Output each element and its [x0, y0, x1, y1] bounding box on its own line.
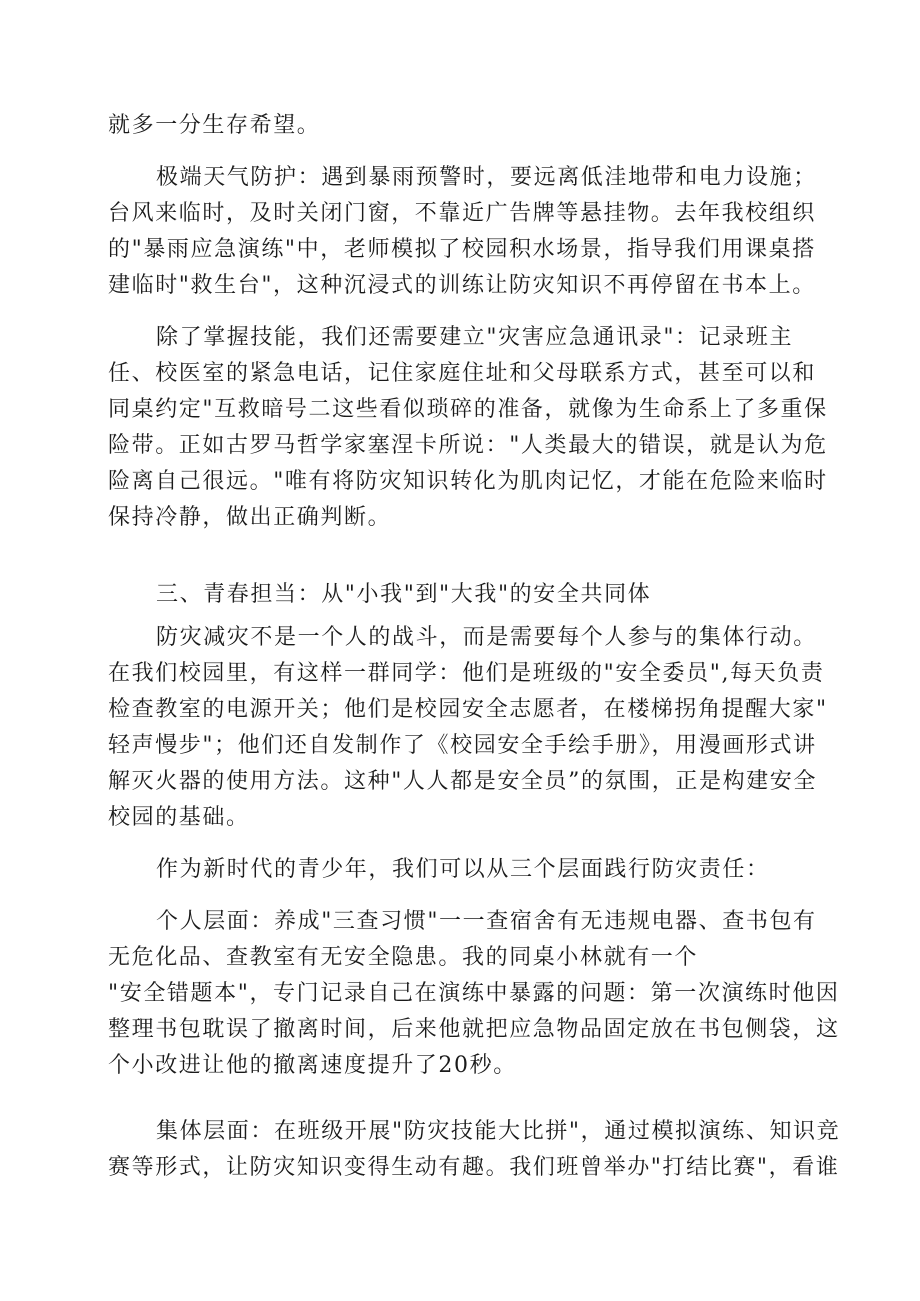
- text-line: 除了掌握技能，我们还需要建立"灾害应急通讯录"：记录班主: [156, 325, 794, 350]
- text-line: "安全错题本"，专门记录自己在演练中暴露的问题：第一次演练时他因: [108, 981, 840, 1006]
- text-line: 同桌约定"互救暗号二这些看似琐碎的准备，就像为生命系上了多重保: [108, 397, 828, 422]
- section-heading: 三、青春担当：从"小我"到"大我"的安全共同体: [156, 582, 652, 607]
- text-line: 赛等形式，让防灾知识变得生动有趣。我们班曾举办"打结比赛"，看谁: [108, 1155, 840, 1180]
- text-line: 校园的基础。: [108, 805, 250, 830]
- text-line: 解灭火器的使用方法。这种"人人都是安全员”的氛围，正是构建安全: [108, 769, 817, 794]
- text-line: 无危化品、查教室有无安全隐患。我的同桌小林就有一个: [108, 945, 699, 970]
- text-line: 险带。正如古罗马哲学家塞涅卡所说："人类最大的错误，就是认为危: [108, 433, 828, 458]
- text-line: 建临时"救生台"，这种沉浸式的训练让防灾知识不再停留在书本上。: [108, 273, 816, 298]
- text-line: 个人层面：养成"三查习惯"一一查宿舍有无违规电器、查书包有: [156, 909, 817, 934]
- text-line: 险离自己很远。"唯有将防灾知识转化为肌肉记忆，才能在危险来临时: [108, 469, 828, 494]
- text-line: 个小改进让他的撤离速度提升了20秒。: [108, 1053, 517, 1078]
- text-line: 的"暴雨应急演练"中，老师模拟了校园积水场景，指导我们用课桌搭: [108, 237, 816, 262]
- text-line: 整理书包耽误了撤离时间，后来他就把应急物品固定放在书包侧袋，这: [108, 1017, 840, 1042]
- text-line: 极端天气防护：遇到暴雨预警时，要远离低洼地带和电力设施；: [156, 165, 817, 190]
- text-line: 在我们校园里，有这样一群同学：他们是班级的"安全委员",每天负责: [108, 661, 825, 686]
- text-line: 任、校医室的紧急电话，记住家庭住址和父母联系方式，甚至可以和: [108, 361, 817, 386]
- text-line: 防灾减灾不是一个人的战斗，而是需要每个人参与的集体行动。: [156, 625, 817, 650]
- text-line: 作为新时代的青少年，我们可以从三个层面践行防灾责任：: [156, 857, 770, 882]
- text-line: 就多一分生存希望。: [108, 113, 321, 138]
- text-line: 检查教室的电源开关；他们是校园安全志愿者，在楼梯拐角提醒大家": [108, 697, 828, 722]
- text-line: 台风来临时，及时关闭门窗，不靠近广告牌等悬挂物。去年我校组织: [108, 201, 817, 226]
- text-line: 集体层面：在班级开展"防灾技能大比拼"，通过模拟演练、知识竞: [156, 1119, 841, 1144]
- text-line: 轻声慢步"；他们还自发制作了《校园安全手绘手册》，用漫画形式讲: [108, 733, 817, 758]
- text-line: 保持冷静，做出正确判断。: [108, 505, 392, 530]
